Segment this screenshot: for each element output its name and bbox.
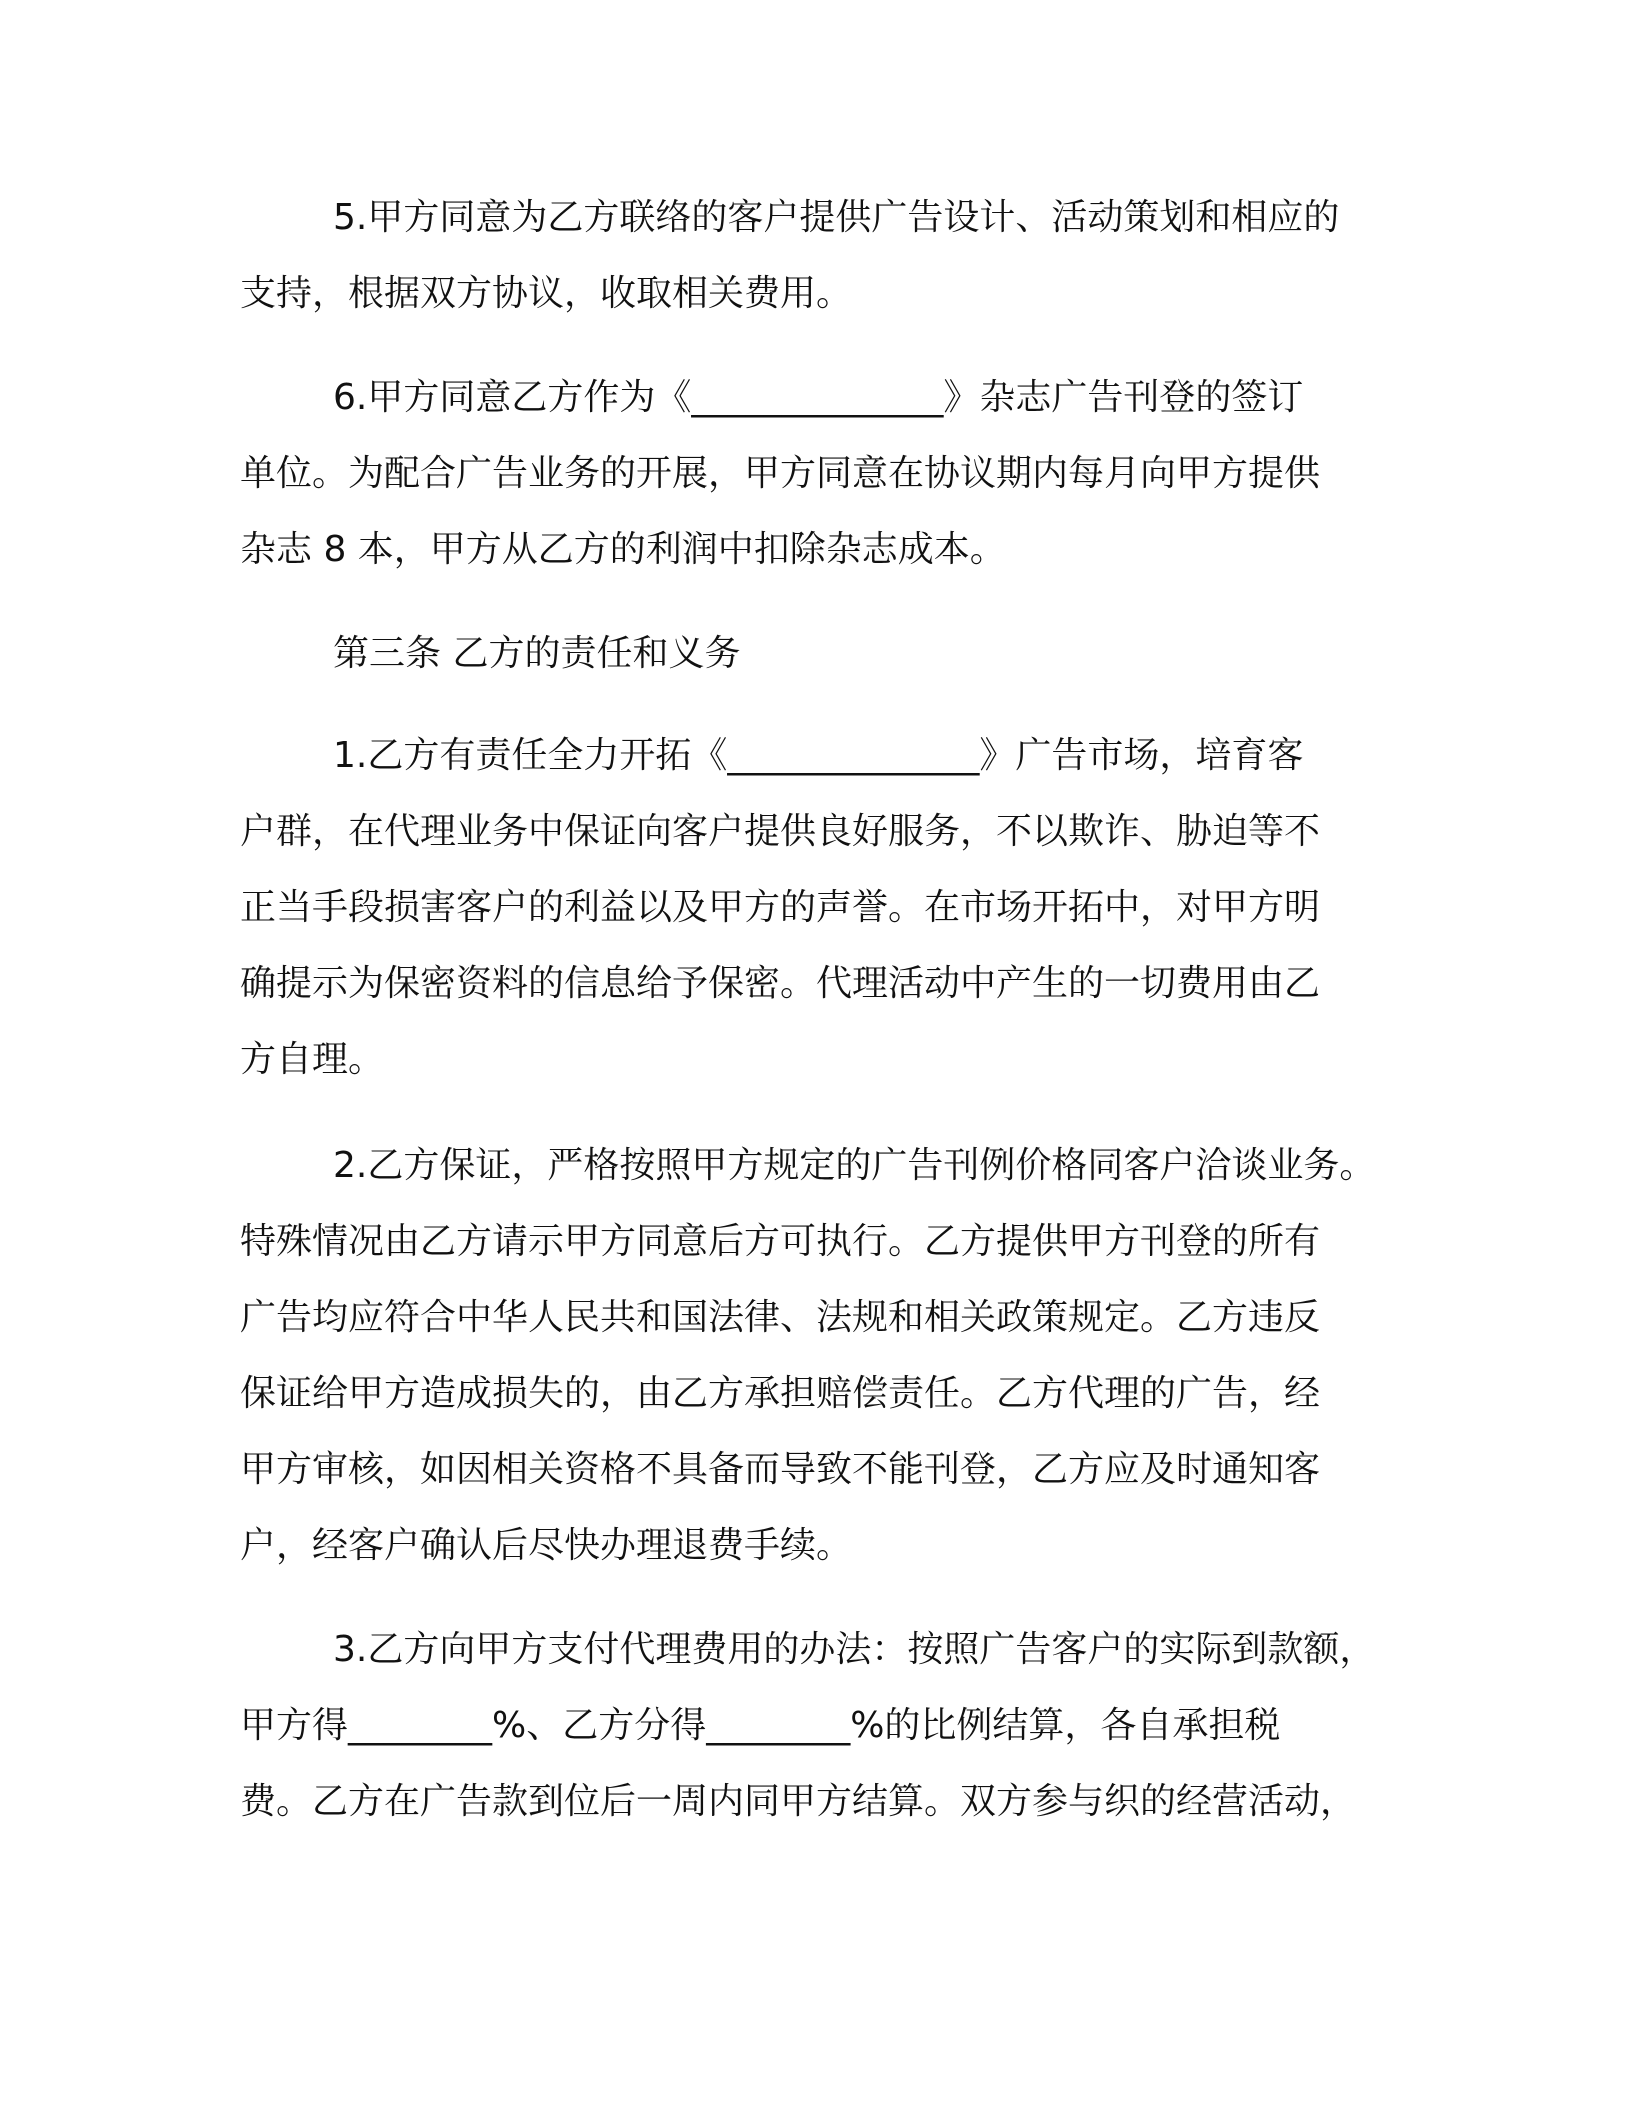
party-b-clause-1-line-3: 正当手段损害客户的利益以及甲方的声誉。在市场开拓中，对甲方明: [240, 887, 1321, 928]
clause-5-line-1: 5.甲方同意为乙方联络的客户提供广告设计、活动策划和相应的: [333, 197, 1340, 238]
clause-6-line-3: 杂志 8 本，甲方从乙方的利润中扣除杂志成本。: [240, 529, 1006, 570]
party-b-clause-2-line-1: 2.乙方保证，严格按照甲方规定的广告刊例价格同客户洽谈业务。: [333, 1145, 1376, 1186]
party-b-clause-2-line-2: 特殊情况由乙方请示甲方同意后方可执行。乙方提供甲方刊登的所有: [240, 1221, 1321, 1262]
party-b-clause-1-line-2: 户群，在代理业务中保证向客户提供良好服务，不以欺诈、胁迫等不: [240, 811, 1321, 852]
party-b-clause-2-line-4: 保证给甲方造成损失的，由乙方承担赔偿责任。乙方代理的广告，经: [240, 1373, 1321, 1414]
clause-6-line-1: 6.甲方同意乙方作为《______________》杂志广告刊登的签订: [333, 377, 1304, 418]
party-b-clause-1-line-5: 方自理。: [240, 1039, 385, 1080]
party-b-clause-3-line-1: 3.乙方向甲方支付代理费用的办法：按照广告客户的实际到款额，: [333, 1629, 1376, 1670]
clause-5-line-2: 支持，根据双方协议，收取相关费用。: [240, 273, 853, 314]
party-b-clause-1-line-1: 1.乙方有责任全力开拓《______________》广告市场，培育客: [333, 735, 1304, 776]
party-b-clause-3-line-2: 甲方得________%、乙方分得________%的比例结算，各自承担税: [240, 1705, 1281, 1746]
article-3-heading: 第三条 乙方的责任和义务: [333, 633, 741, 674]
party-b-clause-2-line-6: 户，经客户确认后尽快办理退费手续。: [240, 1525, 853, 1566]
party-b-clause-3-line-3: 费。乙方在广告款到位后一周内同甲方结算。双方参与织的经营活动，: [240, 1781, 1357, 1822]
party-b-clause-2-line-3: 广告均应符合中华人民共和国法律、法规和相关政策规定。乙方违反: [240, 1297, 1321, 1338]
clause-6-line-2: 单位。为配合广告业务的开展，甲方同意在协议期内每月向甲方提供: [240, 453, 1321, 494]
party-b-clause-1-line-4: 确提示为保密资料的信息给予保密。代理活动中产生的一切费用由乙: [240, 963, 1321, 1004]
party-b-clause-2-line-5: 甲方审核，如因相关资格不具备而导致不能刊登，乙方应及时通知客: [240, 1449, 1321, 1490]
